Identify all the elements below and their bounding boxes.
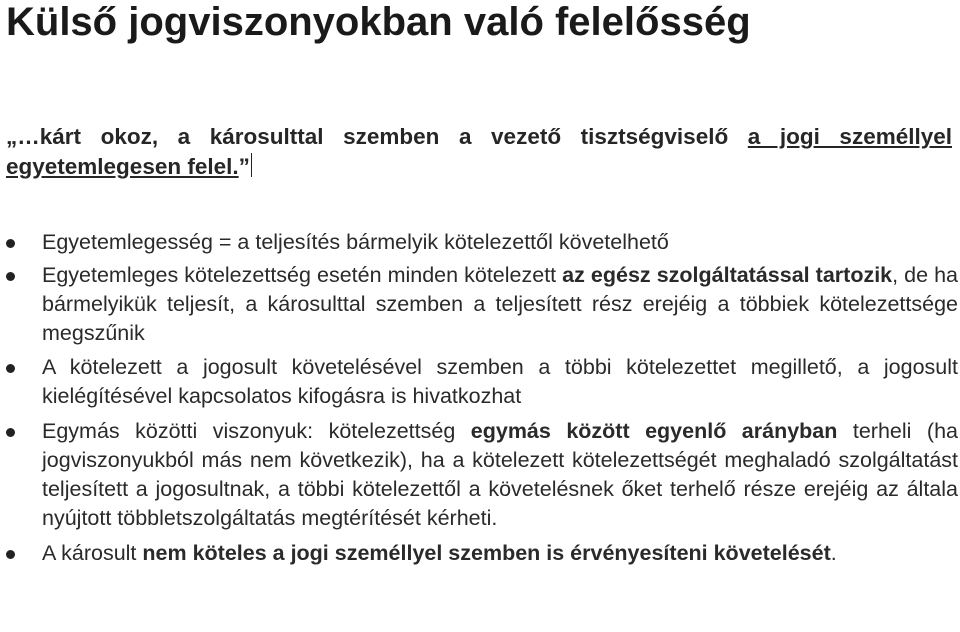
bullet-text: Egyetemlegesség = a teljesítés bármelyik kötelezettől követelhető — [42, 230, 669, 254]
bullet-text: Egyetemleges kötelezettség esetén minden kötelezett — [42, 263, 563, 287]
bullet-dot-icon — [6, 239, 15, 248]
slide-title: Külső jogviszonyokban való felelősség — [6, 0, 751, 44]
bullet-dot-icon — [6, 550, 15, 559]
quote-underlined-text: a jogi személlyel egyetemlegesen felel. — [6, 124, 953, 179]
quote-closing-mark: ” — [238, 154, 250, 179]
bullet-bold-text: nem köteles a jogi személlyel szemben is érvényesíteni követelését — [142, 541, 831, 565]
bullet-text: A károsult — [42, 541, 143, 565]
bullet-bold-text: egymás között egyenlő arányban — [470, 419, 838, 443]
law-quote — [6, 122, 952, 182]
bullet-bold-text: az egész szolgáltatással tartozik — [562, 263, 893, 287]
bullet-item — [0, 417, 960, 533]
text-cursor — [251, 153, 252, 177]
bullet-text: . — [830, 541, 837, 565]
bullet-item — [0, 261, 960, 348]
bullet-text: terheli (ha jogviszonyukból más nem következik), ha a kötelezett kötelezettségét meghaladó szolgáltatást teljesített a jogosultnak, a többi kötelezettől a követelésnek őket terhelő része erejéig az általa nyújtott többletszolgáltatás megtérítését kérheti. — [42, 419, 958, 530]
bullet-text: Egymás közötti viszonyuk: kötelezettség — [42, 419, 471, 443]
bullet-dot-icon — [6, 428, 15, 437]
bullet-list — [0, 228, 960, 573]
bullet-item — [0, 539, 960, 568]
bullet-dot-icon — [6, 272, 15, 281]
bullet-dot-icon — [6, 364, 15, 373]
bullet-item — [0, 228, 960, 257]
bullet-text: A kötelezett a jogosult követelésével szemben a többi kötelezettet megillető, a jogosult kielégítésével kapcsolatos kifogásra is hivatkozhat — [42, 355, 958, 408]
bullet-item — [0, 353, 960, 411]
quote-text: „…kárt okoz, a károsulttal szemben a vezető tisztségviselő — [6, 124, 748, 149]
bullet-text: , de ha bármelyikük teljesít, a károsulttal szemben a teljesített rész erejéig a többiek kötelezettsége megszűnik — [42, 263, 958, 345]
